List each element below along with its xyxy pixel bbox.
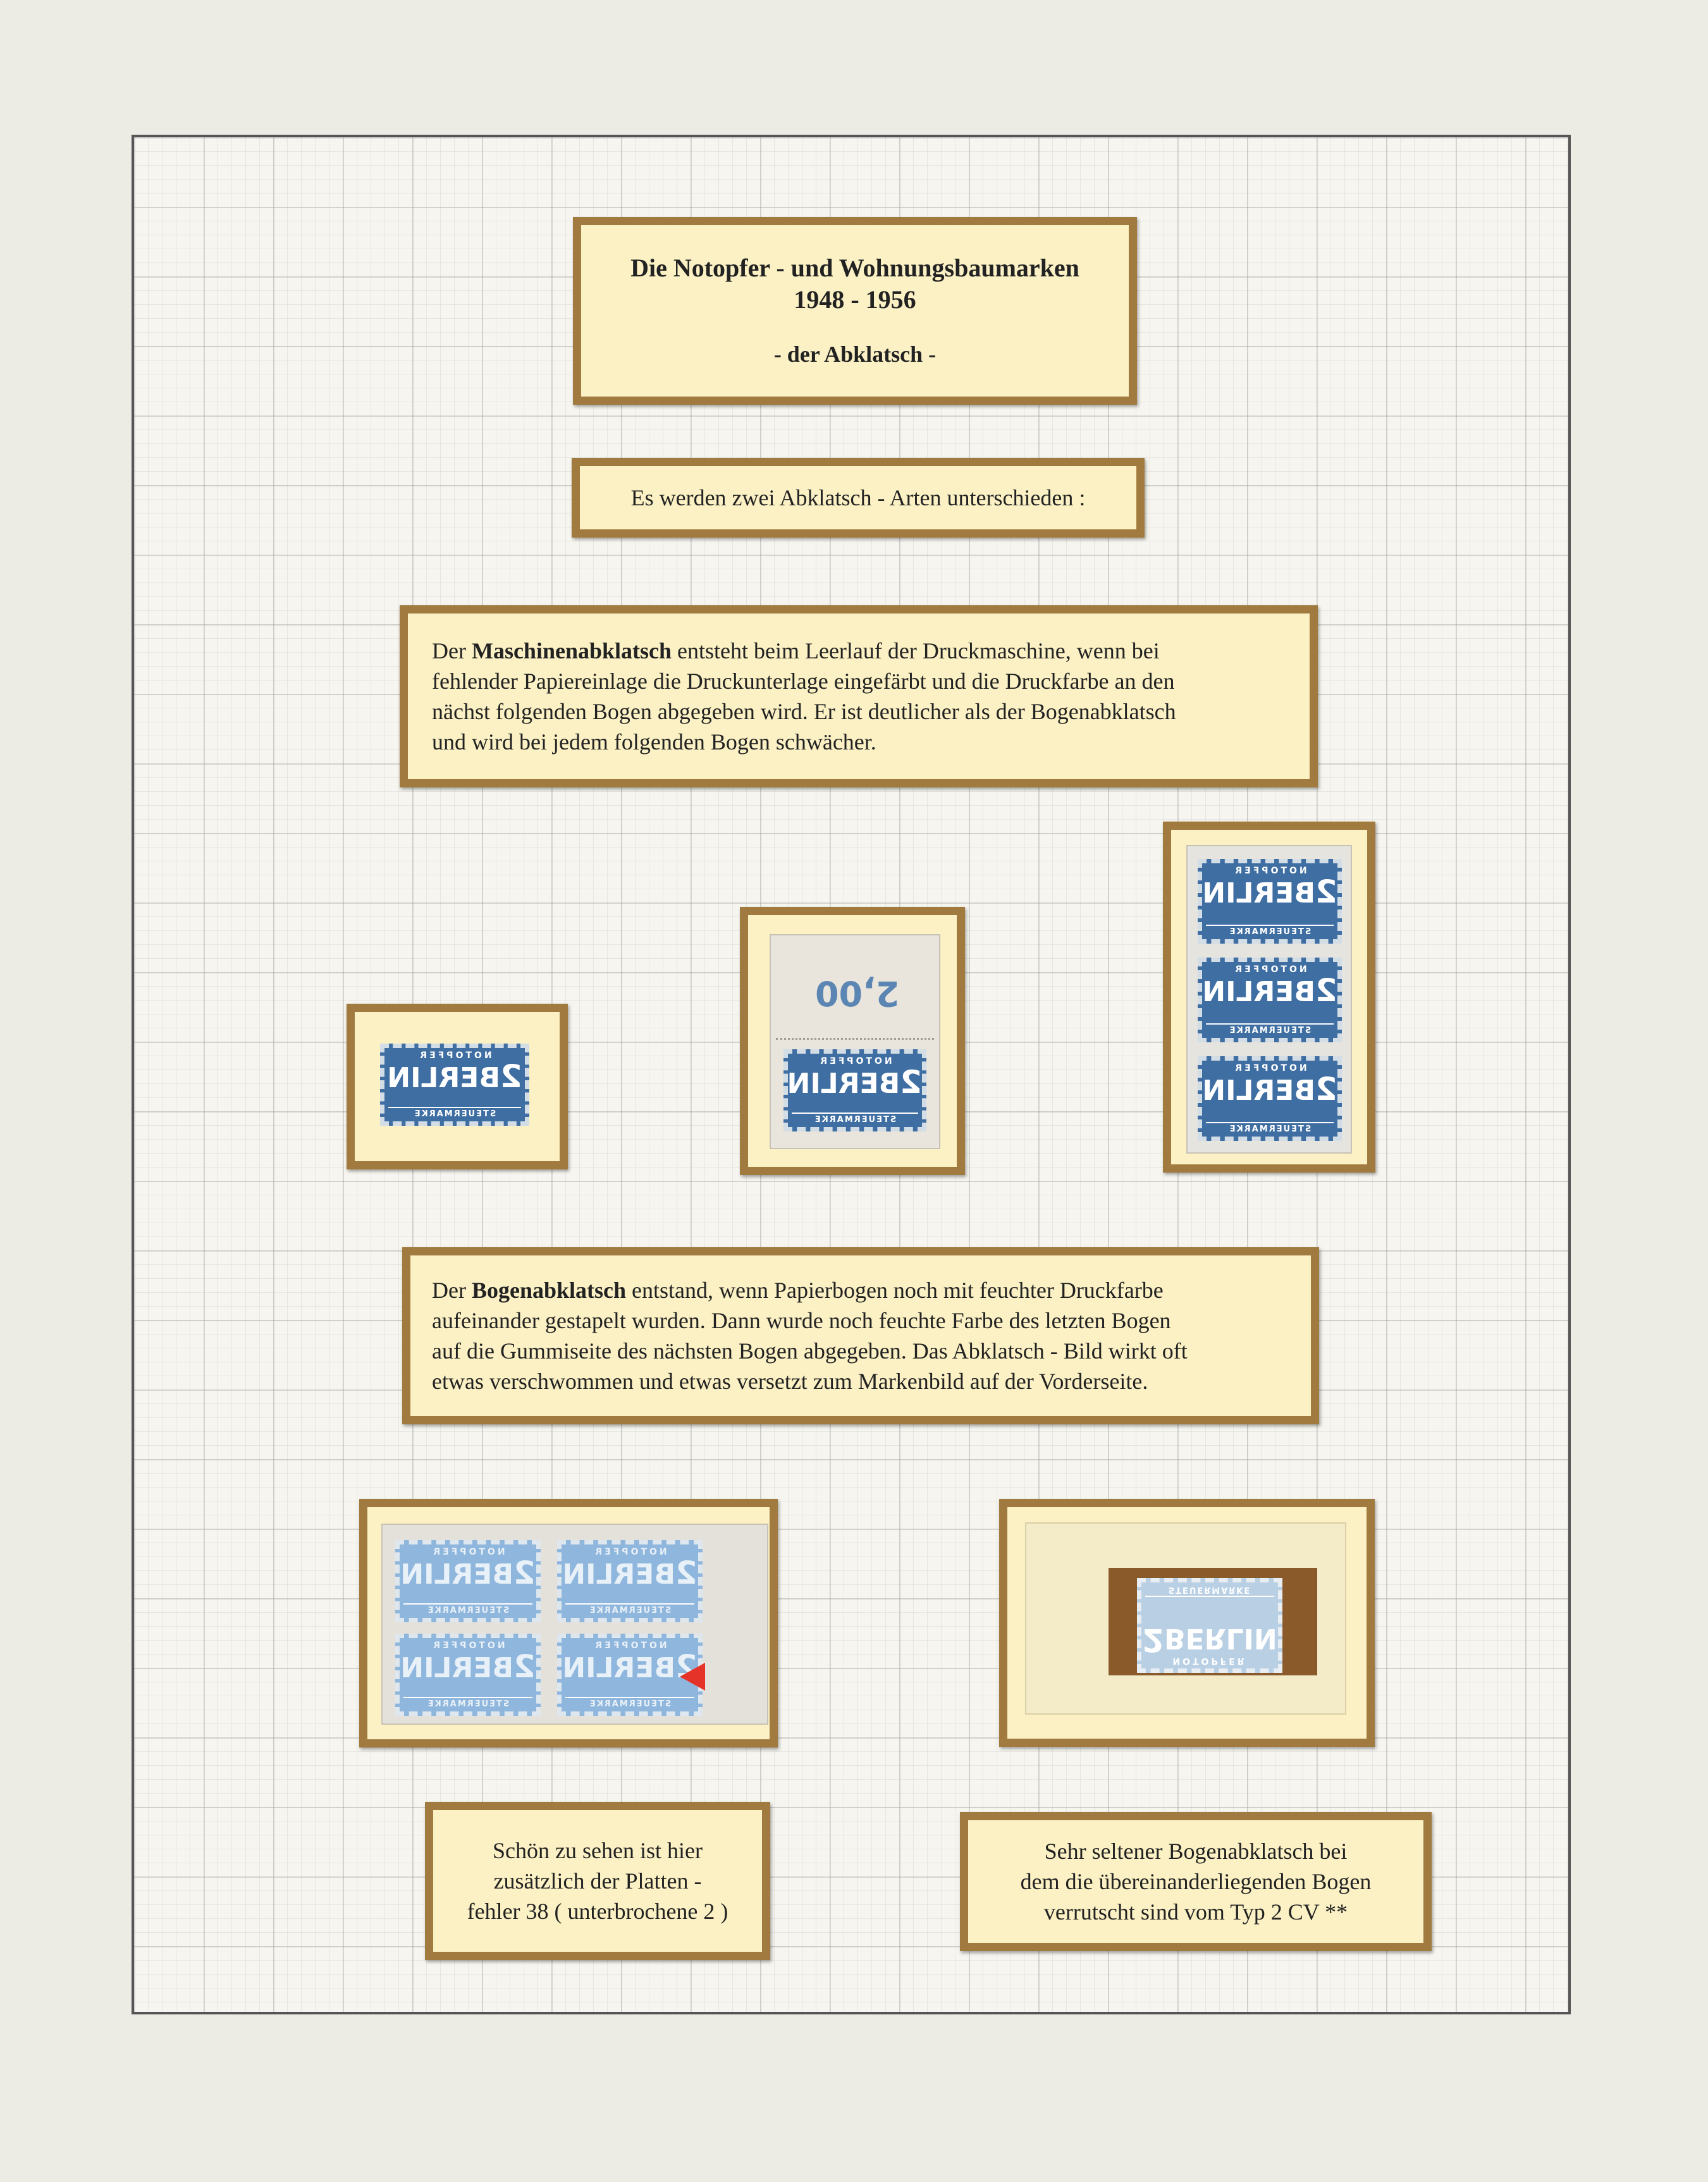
- title-box: [573, 217, 1137, 405]
- machine-offset-term: Maschinenabklatsch: [471, 638, 672, 663]
- notopfer-stamp: NOTOPFER 2BERLIN STEUERMARKE: [1198, 859, 1342, 944]
- stamp-block-mount: [359, 1499, 778, 1747]
- intro-box: [572, 458, 1145, 538]
- plate-flaw-caption: Schön zu sehen ist hier zusätzlich der Platten - fehler 38 ( unterbrochene 2 ): [425, 1802, 770, 1960]
- rare-offset-caption: Sehr seltener Bogenabklatsch bei dem die übereinanderliegenden Bogen verrutscht sind vom Typ 2 CV **: [960, 1812, 1432, 1951]
- single-stamp-mount: [347, 1004, 568, 1169]
- stamp-strip-mount: [1163, 822, 1375, 1173]
- sheet-offset-term: Bogenabklatsch: [471, 1278, 627, 1303]
- notopfer-stamp: NOTOPFER 2BERLIN STEUERMARKE: [783, 1049, 926, 1131]
- plate-flaw-arrow-icon: [680, 1663, 705, 1691]
- notopfer-stamp: NOTOPFER 2BERLIN STEUERMARKE: [557, 1540, 703, 1622]
- margin-value-print: 2,00: [815, 973, 900, 1013]
- offset-stamp: NOTOPFER 2BERLIN STEUERMARKE: [1137, 1578, 1282, 1673]
- page-years: 1948 - 1956: [794, 285, 916, 314]
- machine-offset-box: Der Maschinenabklatsch entsteht beim Leerlauf der Druckmaschine, wenn bei fehlender Papiereinlage die Druckunterlage eingefärbt und die Druckfarbe an den nächst folgenden Bogen abgegeben wird. Er ist deutlicher als der Bogenabklatsch und wird bei jedem folgenden Bogen schwächer.: [400, 605, 1318, 787]
- intro-text: Es werden zwei Abklatsch - Arten unterschieden :: [630, 485, 1086, 510]
- margin-stamp-mount: [740, 907, 965, 1175]
- page-subtitle: - der Abklatsch -: [773, 341, 937, 367]
- notopfer-stamp: NOTOPFER 2BERLIN STEUERMARKE: [1198, 1056, 1342, 1141]
- notopfer-stamp: NOTOPFER 2BERLIN STEUERMARKE: [395, 1634, 541, 1716]
- notopfer-stamp: NOTOPFER 2BERLIN STEUERMARKE: [395, 1540, 541, 1622]
- plate-flaw-stamp: NOTOPFER 2BERLIN STEUERMARKE: [557, 1634, 703, 1716]
- notopfer-stamp: NOTOPFER 2BERLIN STEUERMARKE: [1198, 958, 1342, 1042]
- notopfer-stamp: NOTOPFER 2BERLIN STEUERMARKE: [380, 1044, 529, 1126]
- sheet-margin: [770, 934, 940, 1149]
- page-title: Die Notopfer - und Wohnungsbaumarken: [630, 253, 1079, 282]
- shifted-offset-mount: [999, 1499, 1375, 1747]
- sheet-offset-box: Der Bogenabklatsch entstand, wenn Papierbogen noch mit feuchter Druckfarbe aufeinander gestapelt wurden. Dann wurde noch feuchte Farbe des letzten Bogen auf die Gummiseite des nächsten Bogen abgegeben. Das Abklatsch - Bild wirkt oft etwas verschwommen und etwas versetzt zum Markenbild auf der Vorderseite.: [402, 1247, 1319, 1424]
- album-page: [132, 135, 1571, 2014]
